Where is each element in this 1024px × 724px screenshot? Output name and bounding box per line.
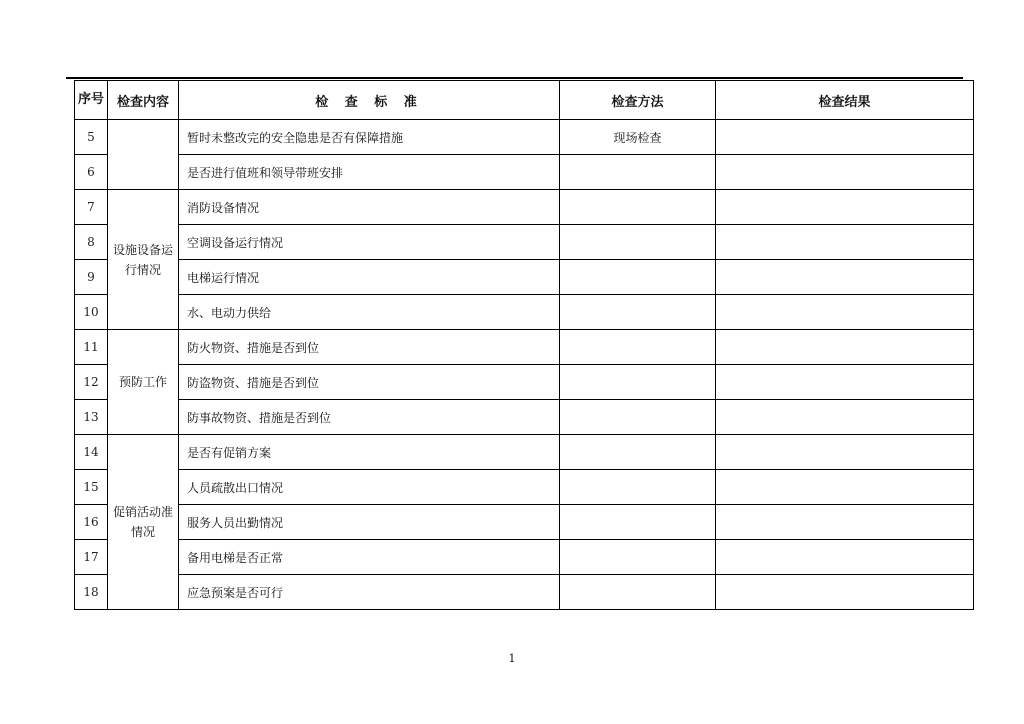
table-row [75, 120, 974, 155]
method-cell [560, 260, 716, 295]
criteria-cell: 消防设备情况 [179, 190, 560, 225]
table-row [75, 365, 974, 400]
result-cell [716, 330, 974, 365]
criteria-cell: 是否有促销方案 [179, 435, 560, 470]
row-number: 8 [75, 225, 108, 260]
method-cell [560, 505, 716, 540]
row-number: 17 [75, 540, 108, 575]
method-cell: 现场检查 [560, 120, 716, 155]
header-method: 检查方法 [560, 81, 716, 120]
table-row [75, 330, 974, 365]
row-number: 10 [75, 295, 108, 330]
method-cell [560, 155, 716, 190]
method-cell [560, 435, 716, 470]
category-cell: 设施设备运行情况 [108, 190, 179, 330]
table-row [75, 575, 974, 610]
category-cell [108, 120, 179, 190]
result-cell [716, 435, 974, 470]
criteria-cell: 防事故物资、措施是否到位 [179, 400, 560, 435]
category-cell: 预防工作 [108, 330, 179, 435]
row-number: 12 [75, 365, 108, 400]
top-rule [66, 77, 963, 79]
row-number: 6 [75, 155, 108, 190]
criteria-cell: 防盗物资、措施是否到位 [179, 365, 560, 400]
page-number: 1 [508, 652, 516, 665]
method-cell [560, 575, 716, 610]
result-cell [716, 575, 974, 610]
result-cell [716, 190, 974, 225]
result-cell [716, 155, 974, 190]
table-row [75, 225, 974, 260]
table-row [75, 155, 974, 190]
table-row [75, 260, 974, 295]
criteria-cell: 备用电梯是否正常 [179, 540, 560, 575]
header-result: 检查结果 [716, 81, 974, 120]
category-cell: 促销活动准情况 [108, 435, 179, 610]
result-cell [716, 365, 974, 400]
row-number: 13 [75, 400, 108, 435]
header-criteria: 检 查 标 准 [179, 81, 560, 120]
criteria-cell: 空调设备运行情况 [179, 225, 560, 260]
method-cell [560, 470, 716, 505]
row-number: 18 [75, 575, 108, 610]
result-cell [716, 225, 974, 260]
criteria-cell: 防火物资、措施是否到位 [179, 330, 560, 365]
criteria-cell: 电梯运行情况 [179, 260, 560, 295]
row-number: 7 [75, 190, 108, 225]
criteria-cell: 是否进行值班和领导带班安排 [179, 155, 560, 190]
criteria-cell: 人员疏散出口情况 [179, 470, 560, 505]
inspection-checklist-table [74, 80, 974, 610]
table-row [75, 190, 974, 225]
result-cell [716, 120, 974, 155]
method-cell [560, 225, 716, 260]
method-cell [560, 540, 716, 575]
row-number: 5 [75, 120, 108, 155]
table-row [75, 540, 974, 575]
header-seq: 序号 [75, 81, 108, 120]
table-header-row [75, 81, 974, 120]
result-cell [716, 540, 974, 575]
method-cell [560, 190, 716, 225]
criteria-cell: 应急预案是否可行 [179, 575, 560, 610]
table-body [75, 120, 974, 610]
result-cell [716, 505, 974, 540]
table-row [75, 400, 974, 435]
table-row [75, 470, 974, 505]
row-number: 11 [75, 330, 108, 365]
header-category: 检查内容 [108, 81, 179, 120]
method-cell [560, 400, 716, 435]
method-cell [560, 365, 716, 400]
row-number: 16 [75, 505, 108, 540]
method-cell [560, 295, 716, 330]
row-number: 14 [75, 435, 108, 470]
result-cell [716, 295, 974, 330]
table-row [75, 505, 974, 540]
result-cell [716, 400, 974, 435]
criteria-cell: 水、电动力供给 [179, 295, 560, 330]
row-number: 15 [75, 470, 108, 505]
criteria-cell: 暂时未整改完的安全隐患是否有保障措施 [179, 120, 560, 155]
row-number: 9 [75, 260, 108, 295]
method-cell [560, 330, 716, 365]
table-row [75, 295, 974, 330]
result-cell [716, 470, 974, 505]
criteria-cell: 服务人员出勤情况 [179, 505, 560, 540]
table-row [75, 435, 974, 470]
result-cell [716, 260, 974, 295]
